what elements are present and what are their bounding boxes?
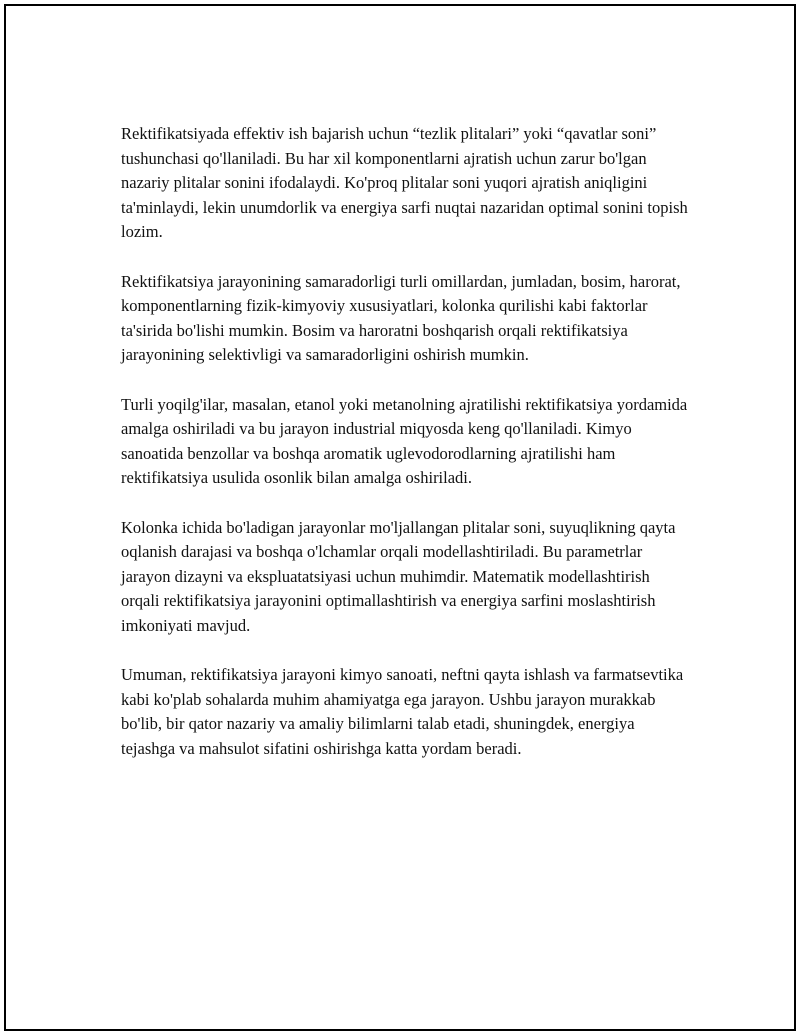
paragraph-3: Turli yoqilg'ilar, masalan, etanol yoki metanolning ajratilishi rektifikatsiya yordamida amalga oshiriladi va bu jarayon industrial miqyosda keng qo'llaniladi. Kimyo sanoatida benzollar va boshqa aromatik uglevodorodlarning ajratilishi ham rektifikatsiya usulida osonlik bilan amalga oshiriladi.	[121, 394, 688, 488]
paragraph-2: Rektifikatsiya jarayonining samaradorligi turli omillardan, jumladan, bosim, harorat, komponentlarning fizik-kimyoviy xususiyatlari, kolonka qurilishi kabi faktorlar ta'sirida bo'lishi mumkin. Bosim va haroratni boshqarish orqali rektifikatsiya jarayonining selektivligi va samaradorligini oshirish mumkin.	[121, 271, 681, 365]
paragraph-4: Kolonka ichida bo'ladigan jarayonlar mo'ljallangan plitalar soni, suyuqlikning qayta oqlanish darajasi va boshqa o'lchamlar orqali modellashtiriladi. Bu parametrlar jarayon dizayni va ekspluatatsiyasi uchun muhimdir. Matematik modellashtirish orqali rektifikatsiya jarayonini optimallashtirish va energiya sarfini moslashtirish imkoniyati mavjud.	[121, 517, 676, 635]
paragraph-5: Umuman, rektifikatsiya jarayoni kimyo sanoati, neftni qayta ishlash va farmatsevtika kabi ko'plab sohalarda muhim ahamiyatga ega jarayon. Ushbu jarayon murakkab bo'lib, bir qator nazariy va amaliy bilimlarni talab etadi, shuningdek, energiya tejashga va mahsulot sifatini oshirishga katta yordam beradi.	[121, 665, 684, 758]
paragraph-1: Rektifikatsiyada effektiv ish bajarish uchun “tezlik plitalari” yoki “qavatlar soni” tushunchasi qo'llaniladi. Bu har xil komponentlarni ajratish uchun zarur bo'lgan nazariy plitalar sonini ifodalaydi. Ko'proq plitalar soni yuqori ajratish aniqligini ta'minlaydi, lekin unumdorlik va energiya sarfi nuqtai nazaridan optimal sonini topish lozim.	[121, 124, 688, 242]
document-page	[4, 4, 796, 1031]
document-body	[121, 122, 691, 786]
